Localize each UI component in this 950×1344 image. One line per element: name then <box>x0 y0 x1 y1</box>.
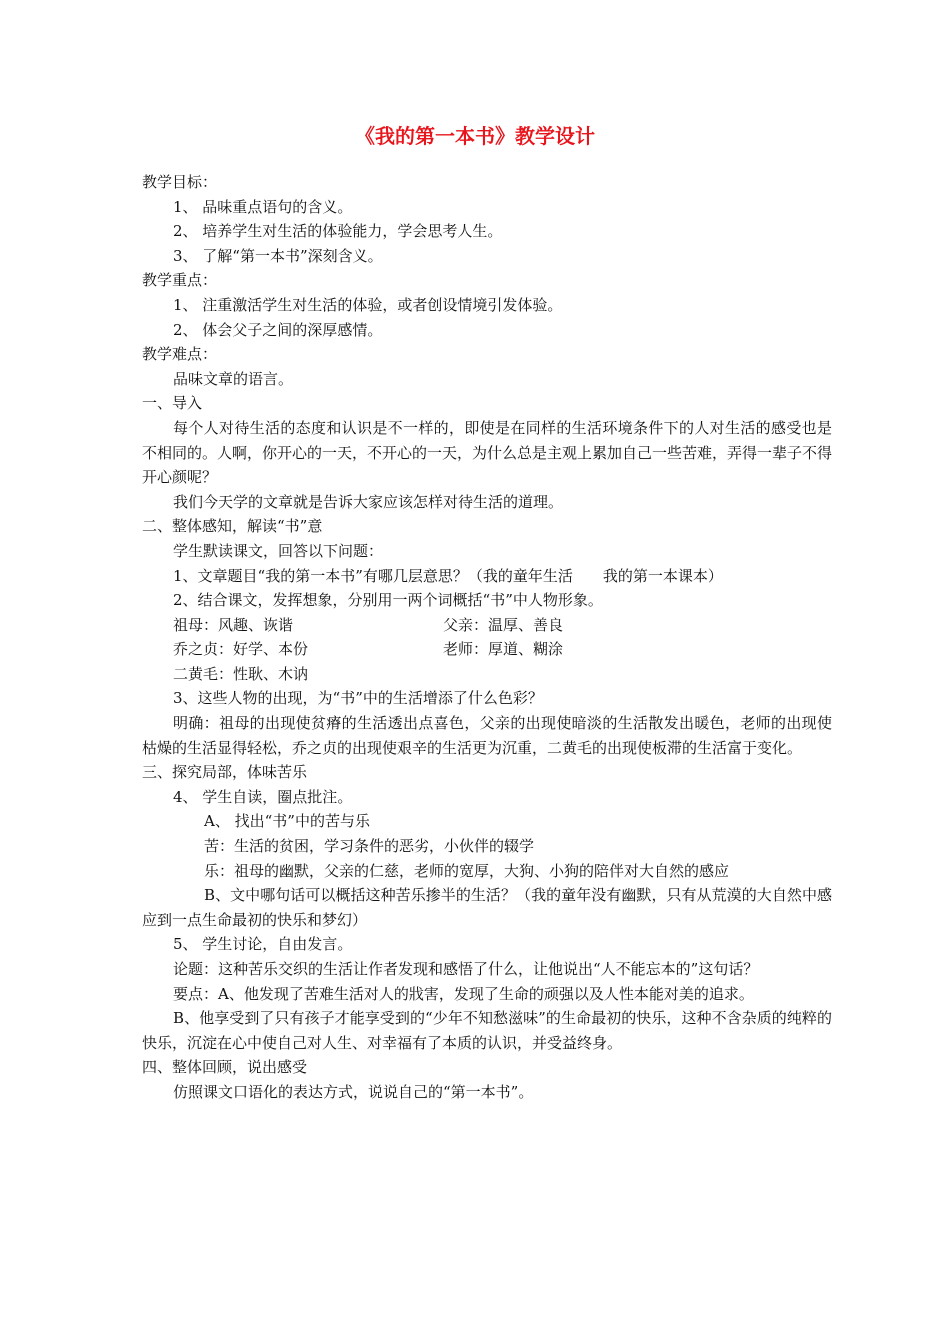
question-2: 2、结合课文，发挥想象，分别用一两个词概括“书”中人物形象。 <box>173 591 603 610</box>
character-grandmother: 祖母：风趣、诙谐 <box>173 615 294 634</box>
item-b: B、文中哪句话可以概括这种苦乐掺半的生活？（我的童年没有幽默，只有从荒漠的大自然中感应到一点生命最初的快乐和梦幻） <box>142 886 832 929</box>
objectives-heading: 教学目标： <box>142 173 218 191</box>
item-ku: 苦：生活的贫困，学习条件的恶劣，小伙伴的辍学 <box>204 837 535 856</box>
question-3: 3、这些人物的出现，为“书”中的生活增添了什么色彩？ <box>173 689 543 708</box>
key-point-a: 要点：A、他发现了苦难生活对人的戕害，发现了生命的顽强以及人性本能对美的追求。 <box>173 984 754 1003</box>
section1-paragraph: 每个人对待生活的态度和认识是不一样的，即使是在同样的生活环境条件下的人对生活的感受也是不相同的。人啊，你开心的一天，不开心的一天，为什么总是主观上累加自己一些苦难，弄得一辈子不得开心颜呢？ <box>142 418 833 487</box>
focus-heading: 教学重点： <box>142 271 218 290</box>
section1-heading: 一、导入 <box>142 394 203 413</box>
question-1: 1、文章题目“我的第一本书”有哪几层意思？（我的童年生活 我的第一本课本） <box>173 566 723 585</box>
difficulty-heading: 教学难点： <box>142 345 218 364</box>
character-teacher: 老师：厚道、糊涂 <box>443 640 564 659</box>
character-father: 父亲：温厚、善良 <box>443 615 564 634</box>
section1-paragraph: 我们今天学的文章就是告诉大家应该怎样对待生活的道理。 <box>173 492 564 511</box>
character-row <box>142 613 832 638</box>
section2-heading: 二、整体感知，解读“书”意 <box>142 517 323 536</box>
section2-intro: 学生默读课文，回答以下问题： <box>173 541 384 560</box>
section3-heading: 三、探究局部，体味苦乐 <box>142 763 308 782</box>
character-row <box>142 637 832 662</box>
section4-text: 仿照课文口语化的表达方式，说说自己的“第一本书”。 <box>173 1082 534 1101</box>
document-title: 《我的第一本书》教学设计 <box>355 124 595 148</box>
character-erhuangmao: 二黄毛：性耿、木讷 <box>173 664 309 683</box>
section4-heading: 四、整体回顾，说出感受 <box>142 1058 308 1077</box>
objective-item: 3、 了解“第一本书”深刻含义。 <box>173 246 383 265</box>
answer-paragraph: 明确：祖母的出现使贫瘠的生活透出点喜色，父亲的出现使暗淡的生活散发出暖色，老师的出现使枯燥的生活显得轻松，乔之贞的出现使艰辛的生活更为沉重，二黄毛的出现使板滞的生活富于变化。 <box>142 714 832 757</box>
item-le: 乐：祖母的幽默，父亲的仁慈，老师的宽厚，大狗、小狗的陪伴对大自然的感应 <box>204 861 730 880</box>
character-qiaozhizhen: 乔之贞：好学、本份 <box>173 640 309 659</box>
objective-item: 1、 品味重点语句的含义。 <box>173 197 353 216</box>
question-4: 4、 学生自读，圈点批注。 <box>173 787 353 806</box>
document-body <box>142 170 832 1105</box>
difficulty-text: 品味文章的语言。 <box>173 369 294 388</box>
key-point-b: B、他享受到了只有孩子才能享受到的“少年不知愁滋味”的生命最初的快乐，这种不含杂质的纯粹的快乐，沉淀在心中使自己对人生、对幸福有了本质的认识，并受益终身。 <box>142 1009 832 1052</box>
focus-item: 2、 体会父子之间的深厚感情。 <box>173 320 383 339</box>
question-5: 5、 学生讨论，自由发言。 <box>173 935 353 954</box>
discussion-topic: 论题：这种苦乐交织的生活让作者发现和感悟了什么，让他说出“人不能忘本的”这句话？ <box>173 960 759 978</box>
objective-item: 2、 培养学生对生活的体验能力，学会思考人生。 <box>173 222 503 241</box>
focus-item: 1、 注重激活学生对生活的体验，或者创设情境引发体验。 <box>173 295 563 314</box>
item-a: A、 找出“书”中的苦与乐 <box>204 812 370 831</box>
